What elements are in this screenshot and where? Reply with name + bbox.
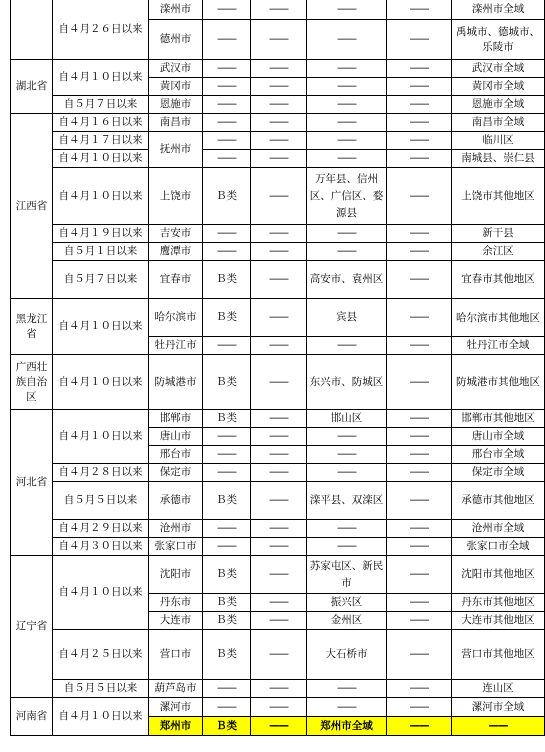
column8-cell: 恩施市全域 bbox=[452, 96, 545, 114]
city-cell: 承德市 bbox=[149, 482, 203, 520]
city-cell: 德州市 bbox=[149, 20, 203, 60]
column7-cell: —— bbox=[387, 556, 452, 594]
column6-cell: —— bbox=[307, 464, 387, 482]
city-cell: 恩施市 bbox=[149, 96, 203, 114]
city-cell: 邢台市 bbox=[149, 446, 203, 464]
column6-cell: —— bbox=[307, 150, 387, 168]
class-cell: —— bbox=[203, 520, 251, 538]
column8-cell: 邢台市全域 bbox=[452, 446, 545, 464]
city-cell: 哈尔滨市 bbox=[149, 299, 203, 337]
column6-cell: —— bbox=[307, 538, 387, 556]
class-cell: —— bbox=[203, 337, 251, 355]
city-cell: 牡丹江市 bbox=[149, 337, 203, 355]
province-cell: 河南省 bbox=[11, 698, 53, 736]
city-cell: 南昌市 bbox=[149, 114, 203, 132]
column5-cell: —— bbox=[251, 556, 307, 594]
column6-cell: —— bbox=[307, 0, 387, 20]
class-cell: —— bbox=[203, 78, 251, 96]
column7-cell: —— bbox=[387, 60, 452, 78]
column8-cell: 南城县、崇仁县 bbox=[452, 150, 545, 168]
table-row bbox=[11, 0, 545, 20]
table-row bbox=[11, 538, 545, 556]
column8-cell: 沧州市全域 bbox=[452, 520, 545, 538]
city-cell: 郑州市 bbox=[149, 717, 203, 736]
column8-cell: 保定市全域 bbox=[452, 464, 545, 482]
city-cell: 大连市 bbox=[149, 612, 203, 630]
column7-cell: —— bbox=[387, 96, 452, 114]
date-cell: 自４月２８日以来 bbox=[53, 464, 149, 482]
column6-cell: 万年县、信州区、广信区、婺源县 bbox=[307, 168, 387, 225]
table-row bbox=[11, 299, 545, 337]
table-row bbox=[11, 630, 545, 680]
class-cell: —— bbox=[203, 60, 251, 78]
column6-cell: —— bbox=[307, 132, 387, 150]
class-cell: —— bbox=[203, 225, 251, 243]
column5-cell: —— bbox=[251, 299, 307, 337]
class-cell: Ｂ类 bbox=[203, 299, 251, 337]
table-row bbox=[11, 168, 545, 225]
column5-cell: —— bbox=[251, 225, 307, 243]
column8-cell: 滦州市全域 bbox=[452, 0, 545, 20]
restriction-table-page bbox=[10, 0, 544, 750]
table-row bbox=[11, 520, 545, 538]
table-row bbox=[11, 698, 545, 717]
city-cell: 抚州市 bbox=[149, 132, 203, 168]
table-row bbox=[11, 114, 545, 132]
column8-cell: 宜春市其他地区 bbox=[452, 261, 545, 299]
column6-cell: 滦平县、双滦区 bbox=[307, 482, 387, 520]
city-cell: 保定市 bbox=[149, 464, 203, 482]
date-cell: 自４月１０日以来 bbox=[53, 698, 149, 736]
column5-cell: —— bbox=[251, 20, 307, 60]
city-cell: 武汉市 bbox=[149, 60, 203, 78]
region-restriction-table bbox=[10, 0, 545, 736]
table-row bbox=[11, 680, 545, 698]
column8-cell: 丹东市其他地区 bbox=[452, 594, 545, 612]
column6-cell: —— bbox=[307, 446, 387, 464]
city-cell: 防城港市 bbox=[149, 355, 203, 410]
column8-cell: 牡丹江市全域 bbox=[452, 337, 545, 355]
class-cell: Ｂ类 bbox=[203, 594, 251, 612]
column7-cell: —— bbox=[387, 114, 452, 132]
column8-cell: 武汉市全域 bbox=[452, 60, 545, 78]
column5-cell: —— bbox=[251, 60, 307, 78]
column7-cell: —— bbox=[387, 717, 452, 736]
table-row bbox=[11, 60, 545, 78]
column6-cell: 郑州市全域 bbox=[307, 717, 387, 736]
column5-cell: —— bbox=[251, 410, 307, 428]
column6-cell: 金州区 bbox=[307, 612, 387, 630]
class-cell: —— bbox=[203, 538, 251, 556]
date-cell: 自４月１０日以来 bbox=[53, 60, 149, 96]
column5-cell: —— bbox=[251, 96, 307, 114]
table-row bbox=[11, 261, 545, 299]
column7-cell: —— bbox=[387, 612, 452, 630]
city-cell: 吉安市 bbox=[149, 225, 203, 243]
province-cell: 江西省 bbox=[11, 114, 53, 299]
date-cell: 自５月７日以来 bbox=[53, 96, 149, 114]
column6-cell: —— bbox=[307, 243, 387, 261]
column6-cell: —— bbox=[307, 680, 387, 698]
table-row bbox=[11, 132, 545, 150]
date-cell: 自５月５日以来 bbox=[53, 680, 149, 698]
column5-cell: —— bbox=[251, 538, 307, 556]
date-cell: 自４月２９日以来 bbox=[53, 520, 149, 538]
column5-cell: —— bbox=[251, 612, 307, 630]
column8-cell: 漯河市全域 bbox=[452, 698, 545, 717]
column5-cell: —— bbox=[251, 78, 307, 96]
column7-cell: —— bbox=[387, 428, 452, 446]
province-cell: 辽宁省 bbox=[11, 556, 53, 698]
city-cell: 营口市 bbox=[149, 630, 203, 680]
city-cell: 沈阳市 bbox=[149, 556, 203, 594]
province-cell: 河北省 bbox=[11, 410, 53, 556]
column5-cell: —— bbox=[251, 698, 307, 717]
column8-cell: 余江区 bbox=[452, 243, 545, 261]
column8-cell: 上饶市其他地区 bbox=[452, 168, 545, 225]
column5-cell: —— bbox=[251, 446, 307, 464]
column8-cell: 南昌市全域 bbox=[452, 114, 545, 132]
class-cell: —— bbox=[203, 428, 251, 446]
province-cell: 湖北省 bbox=[11, 60, 53, 114]
table-row bbox=[11, 96, 545, 114]
column8-cell: 沈阳市其他地区 bbox=[452, 556, 545, 594]
column7-cell: —— bbox=[387, 243, 452, 261]
column5-cell: —— bbox=[251, 355, 307, 410]
city-cell: 滦州市 bbox=[149, 0, 203, 20]
column5-cell: —— bbox=[251, 0, 307, 20]
date-cell: 自４月１０日以来 bbox=[53, 299, 149, 355]
column8-cell: 连山区 bbox=[452, 680, 545, 698]
province-cell: 广西壮族自治区 bbox=[11, 355, 53, 410]
column8-cell: 唐山市全域 bbox=[452, 428, 545, 446]
province-cell: 黑龙江省 bbox=[11, 299, 53, 355]
column7-cell: —— bbox=[387, 78, 452, 96]
date-cell: 自４月３０日以来 bbox=[53, 538, 149, 556]
date-cell: 自４月２５日以来 bbox=[53, 630, 149, 680]
class-cell: —— bbox=[203, 243, 251, 261]
table-row bbox=[11, 355, 545, 410]
date-cell: 自４月１９日以来 bbox=[53, 225, 149, 243]
column7-cell: —— bbox=[387, 680, 452, 698]
class-cell: Ｂ类 bbox=[203, 556, 251, 594]
column7-cell: —— bbox=[387, 630, 452, 680]
class-cell: —— bbox=[203, 0, 251, 20]
date-cell: 自５月１日以来 bbox=[53, 243, 149, 261]
province-cell bbox=[11, 0, 53, 60]
class-cell: —— bbox=[203, 446, 251, 464]
column7-cell: —— bbox=[387, 168, 452, 225]
column8-cell: 临川区 bbox=[452, 132, 545, 150]
column7-cell: —— bbox=[387, 594, 452, 612]
table-row bbox=[11, 482, 545, 520]
column6-cell: 宾县 bbox=[307, 299, 387, 337]
date-cell: 自４月１０日以来 bbox=[53, 410, 149, 464]
column5-cell: —— bbox=[251, 717, 307, 736]
column7-cell: —— bbox=[387, 299, 452, 337]
column6-cell: —— bbox=[307, 114, 387, 132]
city-cell: 唐山市 bbox=[149, 428, 203, 446]
class-cell: —— bbox=[203, 464, 251, 482]
column6-cell: —— bbox=[307, 520, 387, 538]
column6-cell: —— bbox=[307, 20, 387, 60]
column7-cell: —— bbox=[387, 520, 452, 538]
date-cell: 自４月１０日以来 bbox=[53, 556, 149, 630]
class-cell: —— bbox=[203, 132, 251, 150]
column5-cell: —— bbox=[251, 630, 307, 680]
class-cell: —— bbox=[203, 114, 251, 132]
column7-cell: —— bbox=[387, 698, 452, 717]
column5-cell: —— bbox=[251, 261, 307, 299]
column8-cell: 邯郸市其他地区 bbox=[452, 410, 545, 428]
column6-cell: 苏家屯区、新民市 bbox=[307, 556, 387, 594]
column7-cell: —— bbox=[387, 482, 452, 520]
column7-cell: —— bbox=[387, 337, 452, 355]
column7-cell: —— bbox=[387, 0, 452, 20]
column5-cell: —— bbox=[251, 114, 307, 132]
column5-cell: —— bbox=[251, 680, 307, 698]
city-cell: 沧州市 bbox=[149, 520, 203, 538]
table-row bbox=[11, 150, 545, 168]
column6-cell: —— bbox=[307, 60, 387, 78]
column6-cell: —— bbox=[307, 698, 387, 717]
city-cell: 张家口市 bbox=[149, 538, 203, 556]
column6-cell: 振兴区 bbox=[307, 594, 387, 612]
date-cell: 自４月１０日以来 bbox=[53, 355, 149, 410]
column6-cell: 大石桥市 bbox=[307, 630, 387, 680]
column5-cell: —— bbox=[251, 428, 307, 446]
column8-cell: 哈尔滨市其他地区 bbox=[452, 299, 545, 337]
column5-cell: —— bbox=[251, 150, 307, 168]
date-cell: 自４月２６日以来 bbox=[53, 0, 149, 60]
column8-cell: 禹城市、德城市、乐陵市 bbox=[452, 20, 545, 60]
column8-cell: 新干县 bbox=[452, 225, 545, 243]
column8-cell: 大连市其他地区 bbox=[452, 612, 545, 630]
column5-cell: —— bbox=[251, 482, 307, 520]
column8-cell: 营口市其他地区 bbox=[452, 630, 545, 680]
column8-cell: 张家口市全域 bbox=[452, 538, 545, 556]
class-cell: Ｂ类 bbox=[203, 168, 251, 225]
class-cell: Ｂ类 bbox=[203, 261, 251, 299]
date-cell: 自５月７日以来 bbox=[53, 261, 149, 299]
column5-cell: —— bbox=[251, 520, 307, 538]
class-cell: Ｂ类 bbox=[203, 410, 251, 428]
class-cell: —— bbox=[203, 698, 251, 717]
date-cell: 自５月５日以来 bbox=[53, 482, 149, 520]
city-cell: 邯郸市 bbox=[149, 410, 203, 428]
column5-cell: —— bbox=[251, 337, 307, 355]
column6-cell: —— bbox=[307, 225, 387, 243]
date-cell: 自４月１６日以来 bbox=[53, 114, 149, 132]
column7-cell: —— bbox=[387, 538, 452, 556]
column6-cell: —— bbox=[307, 96, 387, 114]
column7-cell: —— bbox=[387, 355, 452, 410]
city-cell: 宜春市 bbox=[149, 261, 203, 299]
class-cell: —— bbox=[203, 680, 251, 698]
column6-cell: —— bbox=[307, 337, 387, 355]
date-cell: 自４月１７日以来 bbox=[53, 132, 149, 150]
column8-cell: 黄冈市全域 bbox=[452, 78, 545, 96]
city-cell: 黄冈市 bbox=[149, 78, 203, 96]
class-cell: Ｂ类 bbox=[203, 717, 251, 736]
column5-cell: —— bbox=[251, 243, 307, 261]
city-cell: 鹰潭市 bbox=[149, 243, 203, 261]
column6-cell: 东兴市、防城区 bbox=[307, 355, 387, 410]
column5-cell: —— bbox=[251, 168, 307, 225]
table-row bbox=[11, 464, 545, 482]
column6-cell: 邯山区 bbox=[307, 410, 387, 428]
column5-cell: —— bbox=[251, 464, 307, 482]
city-cell: 漯河市 bbox=[149, 698, 203, 717]
column7-cell: —— bbox=[387, 150, 452, 168]
column6-cell: 高安市、袁州区 bbox=[307, 261, 387, 299]
city-cell: 葫芦岛市 bbox=[149, 680, 203, 698]
column7-cell: —— bbox=[387, 132, 452, 150]
table-row bbox=[11, 556, 545, 594]
column8-cell: 防城港市其他地区 bbox=[452, 355, 545, 410]
city-cell: 丹东市 bbox=[149, 594, 203, 612]
date-cell: 自４月１０日以来 bbox=[53, 168, 149, 225]
column7-cell: —— bbox=[387, 464, 452, 482]
column6-cell: —— bbox=[307, 428, 387, 446]
column5-cell: —— bbox=[251, 132, 307, 150]
class-cell: Ｂ类 bbox=[203, 612, 251, 630]
table-row bbox=[11, 410, 545, 428]
city-cell: 上饶市 bbox=[149, 168, 203, 225]
date-cell: 自４月１０日以来 bbox=[53, 150, 149, 168]
column6-cell: —— bbox=[307, 78, 387, 96]
table-row bbox=[11, 243, 545, 261]
class-cell: Ｂ类 bbox=[203, 630, 251, 680]
column5-cell: —— bbox=[251, 594, 307, 612]
class-cell: Ｂ类 bbox=[203, 482, 251, 520]
class-cell: —— bbox=[203, 96, 251, 114]
table-row bbox=[11, 225, 545, 243]
class-cell: —— bbox=[203, 150, 251, 168]
column7-cell: —— bbox=[387, 261, 452, 299]
column7-cell: —— bbox=[387, 410, 452, 428]
column7-cell: —— bbox=[387, 446, 452, 464]
column7-cell: —— bbox=[387, 225, 452, 243]
class-cell: —— bbox=[203, 20, 251, 60]
column8-cell: —— bbox=[452, 717, 545, 736]
class-cell: Ｂ类 bbox=[203, 355, 251, 410]
column7-cell: —— bbox=[387, 20, 452, 60]
column8-cell: 承德市其他地区 bbox=[452, 482, 545, 520]
